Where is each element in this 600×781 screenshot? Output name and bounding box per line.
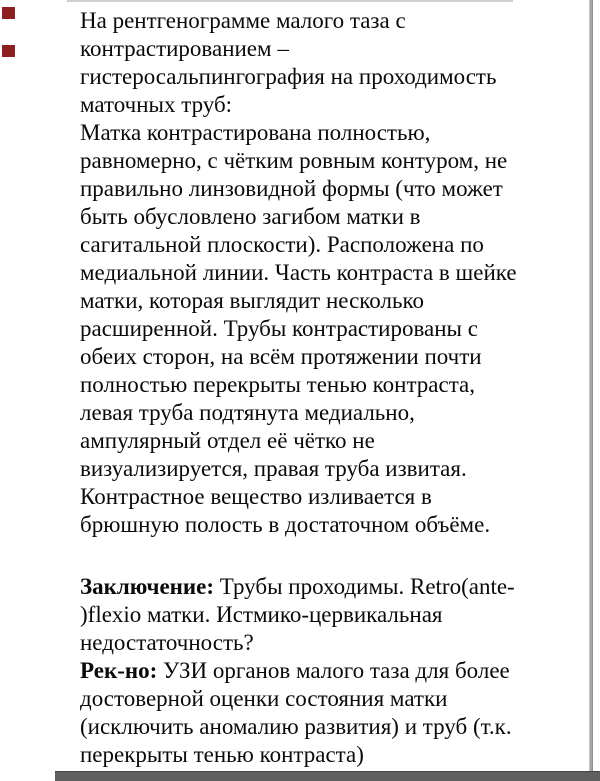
- recommendation-line: перекрыты тенью контраста): [80, 742, 364, 767]
- conclusion-paragraph: [80, 573, 552, 769]
- report-line: правильно линзовидной формы (что может: [80, 176, 503, 201]
- conclusion-line: недостаточность?: [80, 630, 254, 655]
- report-line: визуализируется, правая труба извитая.: [80, 456, 467, 481]
- report-line: контрастированием –: [80, 36, 289, 61]
- report-line: маточных труб:: [80, 92, 233, 117]
- report-line: Матка контрастирована полностью,: [80, 120, 431, 145]
- report-line: брюшную полость в достаточном объёме.: [80, 512, 491, 537]
- findings-paragraph: [80, 7, 552, 539]
- conclusion-line: [80, 573, 552, 601]
- recommendation-line: (исключить аномалию развития) и труб (т.к.: [80, 714, 512, 739]
- recommendation-text: УЗИ органов малого таза для более: [157, 658, 510, 683]
- conclusion-line: )flexio матки. Истмико-цервикальная: [80, 602, 443, 627]
- report-line: На рентгенограмме малого таза с: [80, 8, 406, 33]
- report-line: равномерно, с чётким ровным контуром, не: [80, 148, 508, 173]
- report-line: сагитальной плоскости). Расположена по: [80, 232, 484, 257]
- window-bottom-bar: [55, 771, 600, 781]
- report-line: расширенной. Трубы контрастированы с: [80, 316, 478, 341]
- report-line: гистеросальпингография на проходимость: [80, 64, 497, 89]
- recommendation-line: [80, 657, 552, 685]
- report-line: матки, которая выглядит несколько: [80, 288, 424, 313]
- report-line: полностью перекрыты тенью контраста,: [80, 372, 475, 397]
- report-line: быть обусловлено загибом матки в: [80, 204, 421, 229]
- page-top-border: [67, 0, 513, 2]
- recommendation-line: достоверной оценки состояния матки: [80, 686, 448, 711]
- conclusion-label: Заключение:: [80, 574, 215, 599]
- red-square-marker-2: [2, 45, 15, 57]
- conclusion-text: Трубы проходимы. Retro(ante-: [214, 574, 515, 599]
- recommendation-label: Рек-но:: [80, 658, 158, 683]
- report-line: обеих сторон, на всём протяжении почти: [80, 344, 482, 369]
- report-line: Контрастное вещество изливается в: [80, 484, 432, 509]
- report-line: ампулярный отдел её чётко не: [80, 428, 375, 453]
- scrollbar[interactable]: [589, 0, 593, 771]
- report-line: левая труба подтянута медиально,: [80, 400, 415, 425]
- report-line: медиальной линии. Часть контраста в шейке: [80, 260, 517, 285]
- red-square-marker-1: [2, 7, 15, 19]
- report-text: [80, 7, 552, 769]
